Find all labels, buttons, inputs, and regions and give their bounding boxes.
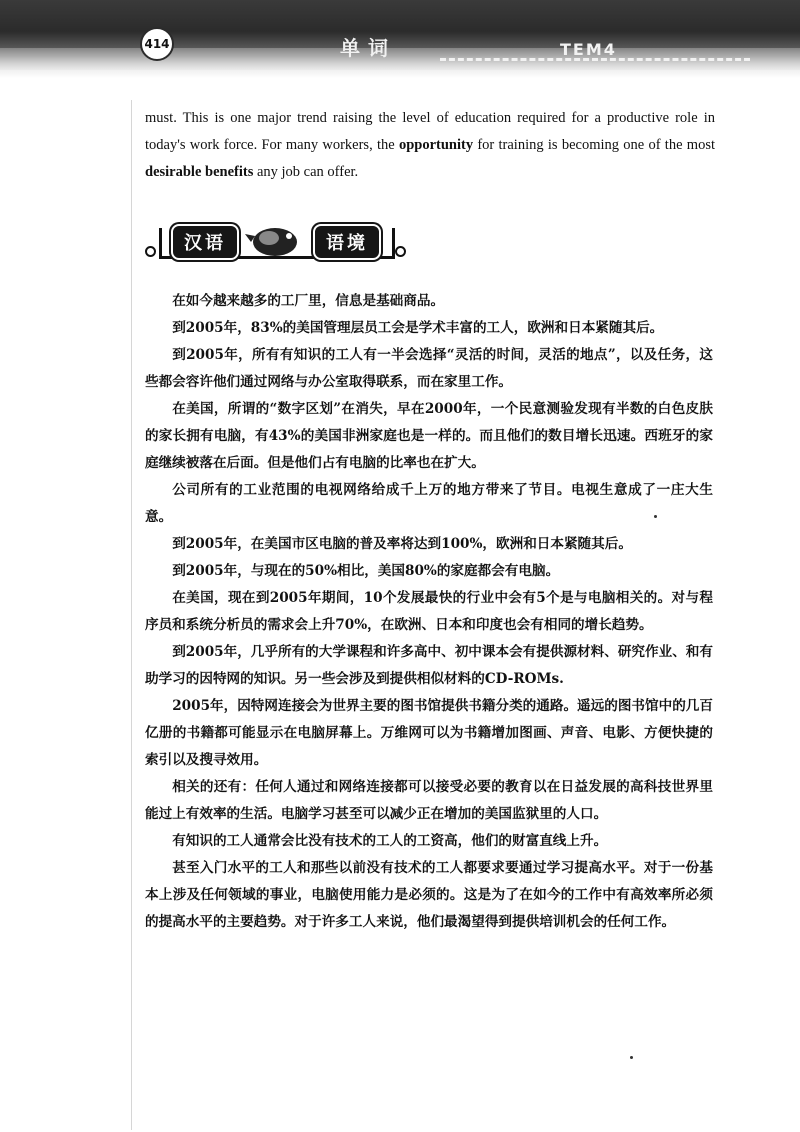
english-paragraph: [145, 105, 715, 186]
chinese-paragraph: 甚至入门水平的工人和那些以前没有技术的工人都要求要通过学习提高水平。对于一份基本上涉及任何领域的事业，电脑使用能力是必须的。这是为了在如今的工作中有高效率所必须的提高水平的主要趋势。对于许多工人来说，他们最渴望得到提供培训机会的任何工作。: [145, 860, 713, 930]
chinese-paragraph: 到2005年，所有有知识的工人有一半会选择“灵活的时间，灵活的地点”，以及任务，这些都会容许他们通过网络与办公室取得联系，而在家里工作。: [145, 347, 713, 390]
english-segment: must. This is one major trend raising the level of education required for a productive role in today's work force. For many workers, the: [145, 110, 715, 153]
english-bold-phrase: desirable benefits: [145, 164, 254, 180]
english-segment: for training is becoming one of the most: [473, 137, 715, 153]
chinese-paragraph: 到2005年，83%的美国管理层员工会是学术丰富的工人，欧洲和日本紧随其后。: [172, 320, 664, 336]
header-fade: [0, 48, 800, 78]
bird-ornament-icon: [245, 222, 301, 260]
page-number: 414: [140, 27, 174, 61]
scan-speck: [654, 515, 657, 518]
chinese-paragraph: 相关的还有：任何人通过和网络连接都可以接受必要的教育以在日益发展的高科技世界里能过上有效率的生活。电脑学习甚至可以减少正在增加的美国监狱里的人口。: [145, 779, 713, 822]
scan-speck: [630, 1056, 633, 1059]
chinese-paragraph: 到2005年，与现在的50%相比，美国80%的家庭都会有电脑。: [172, 563, 560, 579]
ring-ornament-icon: [145, 246, 156, 257]
title-badge-left: 汉语: [171, 224, 239, 260]
unit-label: TEM4: [560, 40, 617, 59]
english-bold-word: opportunity: [398, 137, 474, 153]
chinese-paragraph: 在如今越来越多的工厂里，信息是基础商品。: [172, 293, 445, 309]
chinese-paragraph: 在美国，现在到2005年期间，10个发展最快的行业中会有5个是与电脑相关的。对与程序员和系统分析员的需求会上升70%，在欧洲、日本和印度也会有相同的增长趋势。: [145, 590, 713, 633]
context-section-title: [145, 222, 415, 262]
ring-ornament-icon: [395, 246, 406, 257]
chinese-paragraph: 在美国，所谓的“数字区划”在消失，早在2000年，一个民意测验发现有半数的白色皮肤的家长拥有电脑，有43%的美国非洲家庭也是一样的。而且他们的数目增长迅速。西班牙的家庭继续被落在后面。但是他们占有电脑的比率也在扩大。: [145, 401, 713, 471]
page-gutter-line: [131, 100, 132, 1130]
title-badge-right: 语境: [313, 224, 381, 260]
chinese-paragraph: 有知识的工人通常会比没有技术的工人的工资高，他们的财富直线上升。: [172, 833, 608, 849]
chinese-paragraph: 到2005年，在美国市区电脑的普及率将达到100%，欧洲和日本紧随其后。: [172, 536, 632, 552]
chinese-paragraph: 公司所有的工业范围的电视网络给成千上万的地方带来了节目。电视生意成了一庄大生意。: [145, 482, 713, 525]
section-title: 单词: [340, 36, 396, 60]
english-segment: any job can offer.: [253, 164, 359, 180]
chinese-paragraph: 到2005年，几乎所有的大学课程和许多高中、初中课本会有提供源材料、研究作业、和有助学习的因特网的知识。另一些会涉及到提供相似材料的CD-ROMs.: [145, 644, 713, 687]
chinese-context-body: [145, 288, 713, 936]
chinese-paragraph: 2005年，因特网连接会为世界主要的图书馆提供书籍分类的通路。遥远的图书馆中的几百亿册的书籍都可能显示在电脑屏幕上。万维网可以为书籍增加图画、声音、电影、方便快捷的索引以及搜寻效用。: [145, 698, 713, 768]
